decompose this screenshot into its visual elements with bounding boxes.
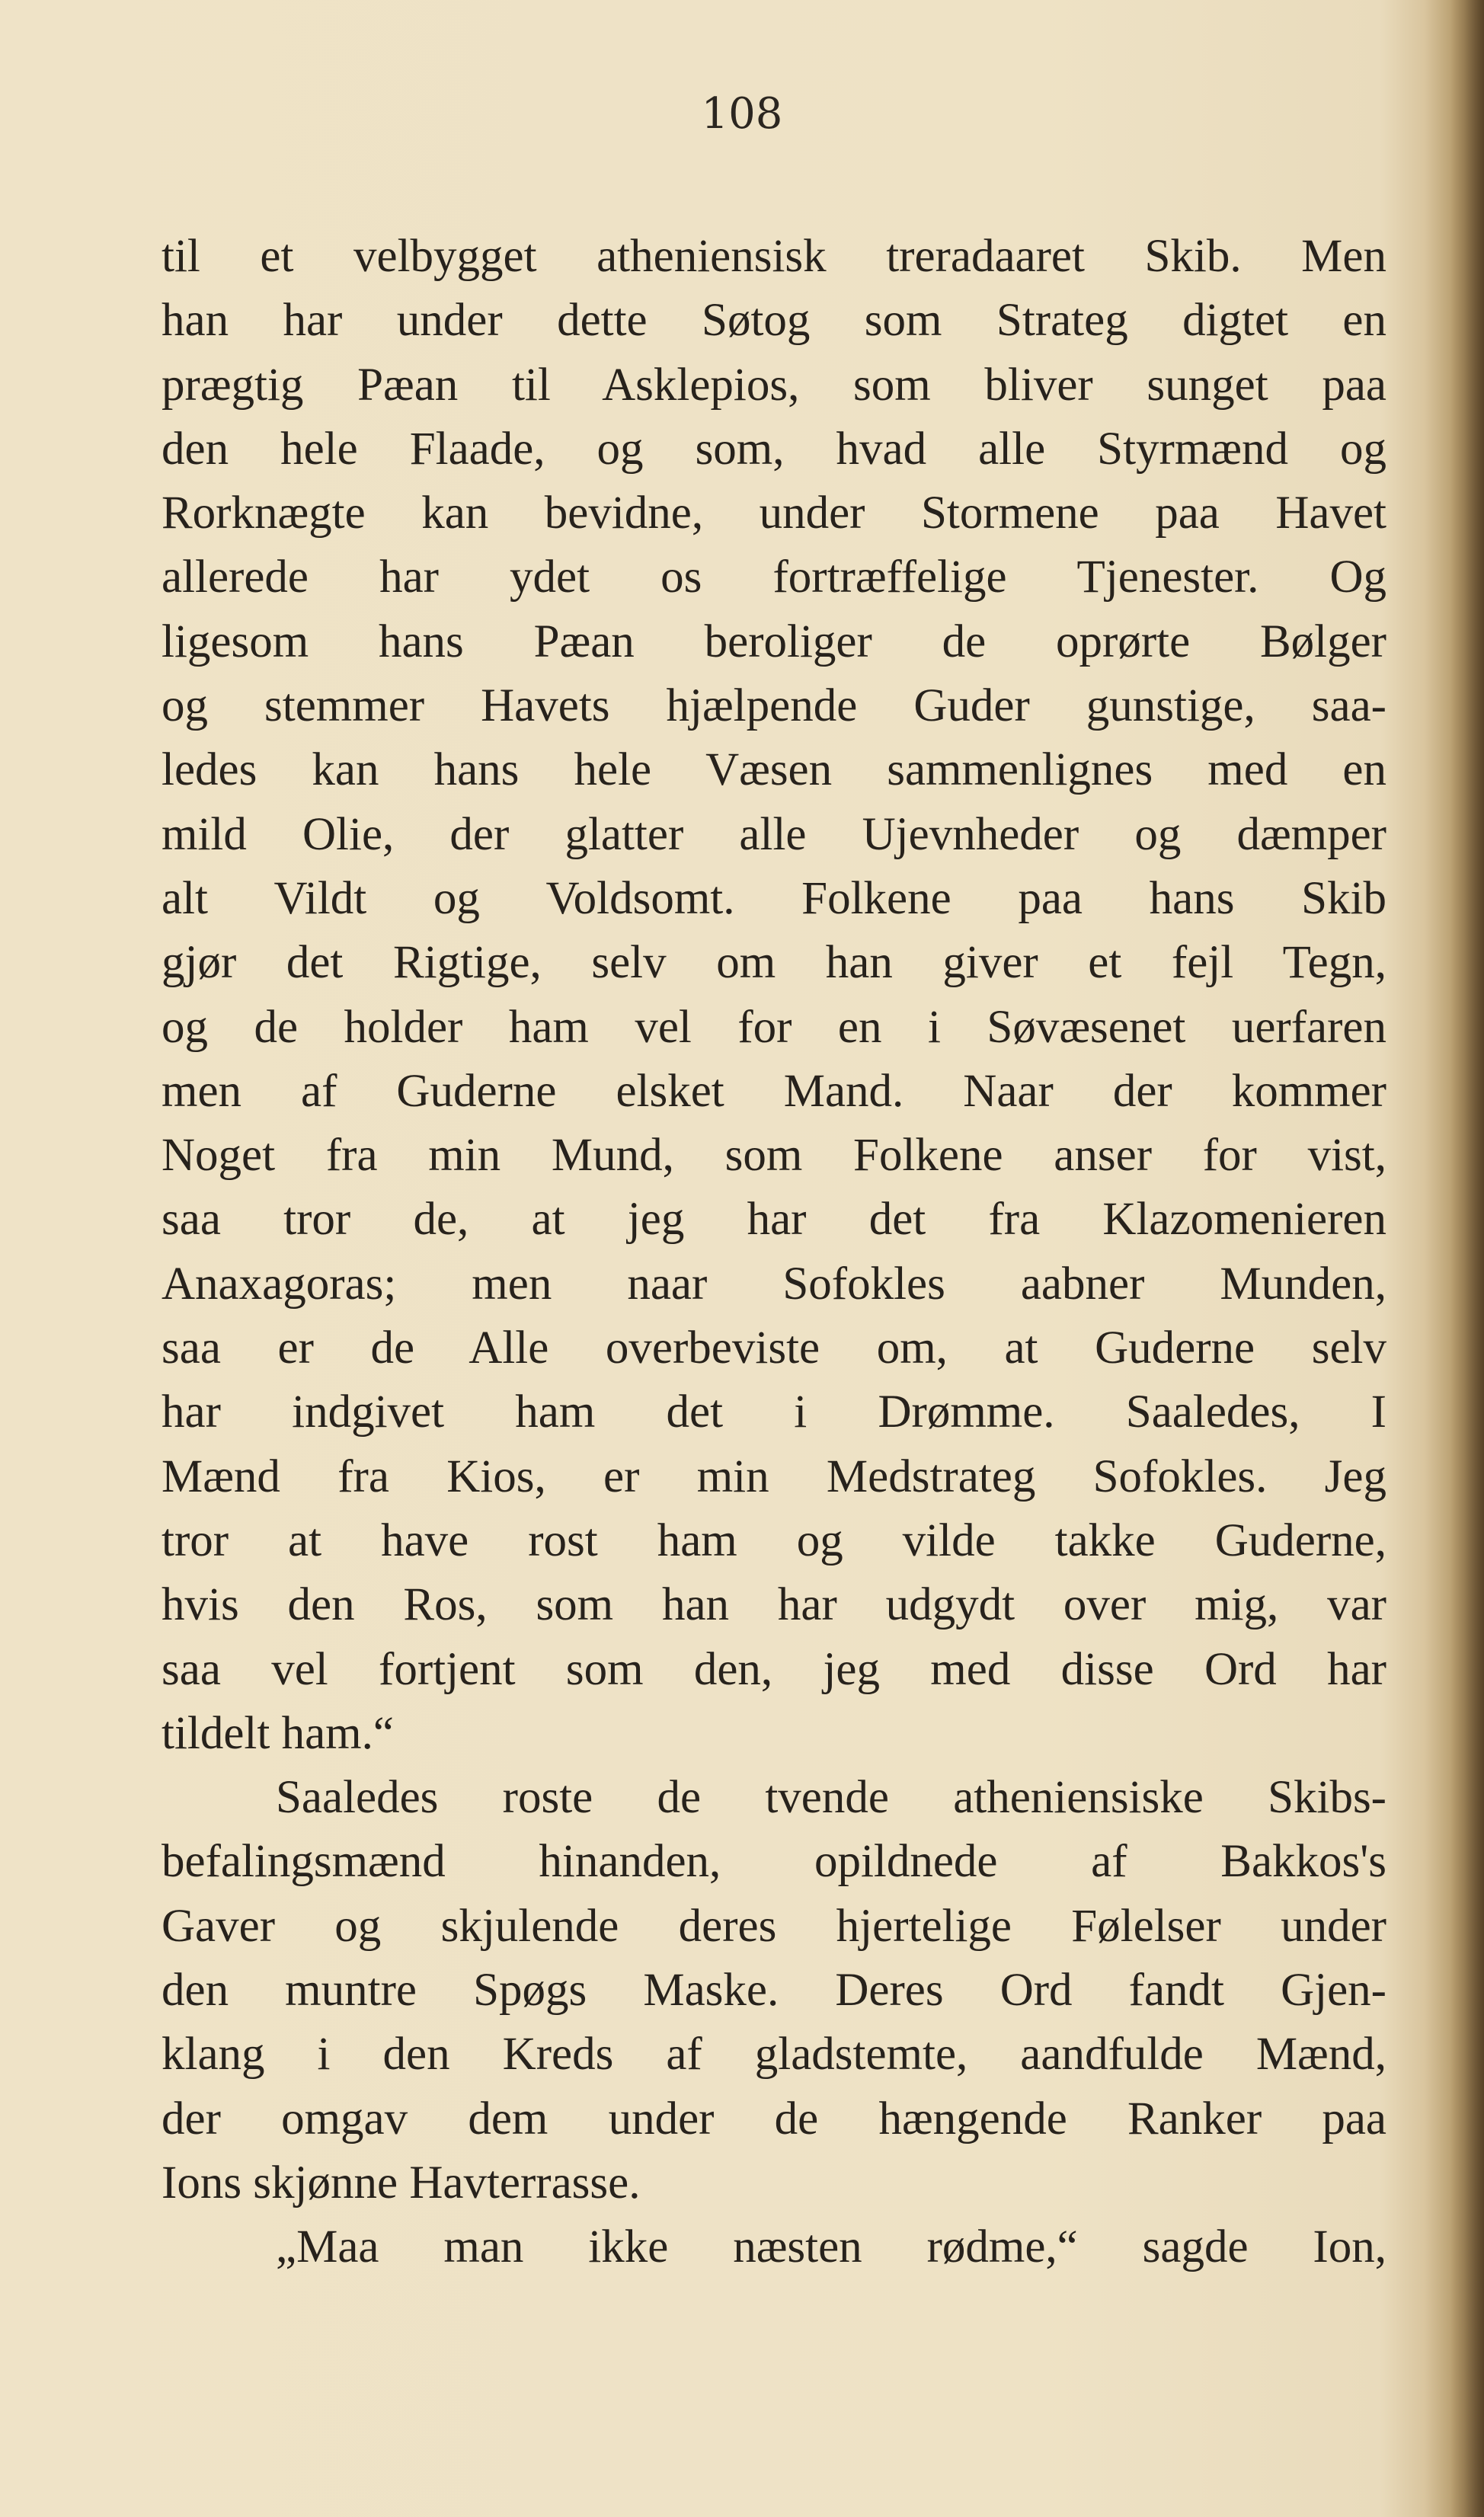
text-line: men af Guderne elsket Mand. Naar der kommer [162, 1065, 1386, 1117]
text-line: Anaxagoras; men naar Sofokles aabner Munden, [162, 1258, 1386, 1310]
text-line: Noget fra min Mund, som Folkene anser for vist, [162, 1130, 1386, 1182]
text-line: saa tror de, at jeg har det fra Klazomenieren [162, 1194, 1386, 1246]
text-line: den hele Flaade, og som, hvad alle Styrmænd og [162, 423, 1386, 475]
text-line: ligesom hans Pæan beroliger de oprørte Bølger [162, 616, 1386, 667]
text-line: befalingsmænd hinanden, opildnede af Bakkos's [162, 1836, 1386, 1888]
text-line: den muntre Spøgs Maske. Deres Ord fandt Gjen- [162, 1965, 1386, 2016]
text-line: tror at have rost ham og vilde takke Guderne, [162, 1514, 1386, 1566]
text-line: allerede har ydet os fortræffelige Tjenester. Og [162, 552, 1386, 603]
text-line: saa vel fortjent som den, jeg med disse Ord har [162, 1643, 1386, 1695]
paragraph-start-line: Saaledes roste de tvende atheniensiske Skibs- [276, 1772, 1386, 1824]
text-line: og stemmer Havets hjælpende Guder gunstige, saa- [162, 680, 1386, 732]
text-line: alt Vildt og Voldsomt. Folkene paa hans Skib [162, 872, 1386, 924]
text-line: har indgivet ham det i Drømme. Saaledes, I [162, 1386, 1386, 1438]
text-line: til et velbygget atheniensisk treradaaret Skib. Men [162, 231, 1386, 282]
page-edge-shadow [1450, 0, 1484, 2517]
text-line: Mænd fra Kios, er min Medstrateg Sofokles. Jeg [162, 1450, 1386, 1502]
text-line: hvis den Ros, som han har udgydt over mig, var [162, 1579, 1386, 1631]
paragraph-end-line: Ions skjønne Havterrasse. [162, 2157, 641, 2208]
text-line: mild Olie, der glatter alle Ujevnheder og dæmper [162, 808, 1386, 860]
text-line: klang i den Kreds af gladstemte, aandfulde Mænd, [162, 2029, 1386, 2080]
page-number: 108 [701, 89, 783, 139]
text-line: prægtig Pæan til Asklepios, som bliver sunget paa [162, 359, 1386, 411]
text-line: han har under dette Søtog som Strateg digtet en [162, 295, 1386, 347]
text-line: og de holder ham vel for en i Søvæsenet uerfaren [162, 1001, 1386, 1053]
text-line: der omgav dem under de hængende Ranker paa [162, 2093, 1386, 2144]
text-line: gjør det Rigtige, selv om han giver et fejl Tegn, [162, 937, 1386, 989]
paragraph-end-line: tildelt ham.“ [162, 1707, 394, 1759]
text-line: ledes kan hans hele Væsen sammenlignes med en [162, 744, 1386, 796]
text-line: Gaver og skjulende deres hjertelige Følelser under [162, 1900, 1386, 1952]
paragraph-start-line: „Maa man ikke næsten rødme,“ sagde Ion, [276, 2221, 1386, 2273]
text-line: saa er de Alle overbeviste om, at Guderne selv [162, 1322, 1386, 1374]
body-text [162, 225, 1386, 2280]
text-line: Rorknægte kan bevidne, under Stormene paa Havet [162, 488, 1386, 539]
